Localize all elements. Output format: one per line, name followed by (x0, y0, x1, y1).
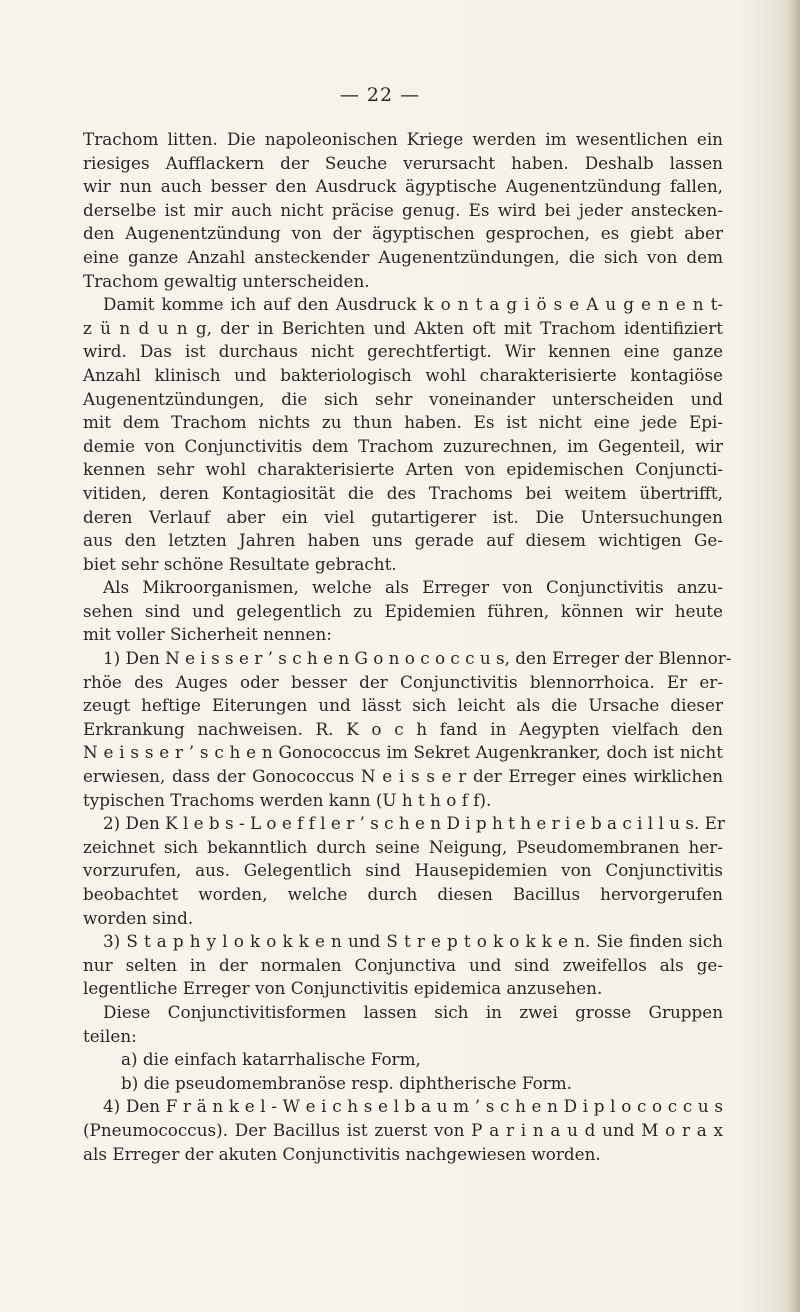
text-line: riesiges Aufflackern der Seuche verursacht haben. Deshalb lassen (83, 152, 723, 173)
text-line: 4) Den F r ä n k e l - W e i c h s e l b a u m ’ s c h e n D i p l o c o c c u s (103, 1096, 723, 1117)
text-line: N e i s s e r ’ s c h e n Gonococcus im Sekret Augenkranker, doch ist nicht (83, 742, 723, 763)
text-line: biet sehr schöne Resultate gebracht. (83, 553, 397, 574)
text-line: wird. Das ist durchaus nicht gerechtfertigt. Wir kennen eine ganze (83, 341, 723, 362)
text-line: mit dem Trachom nichts zu thun haben. Es ist nicht eine jede Epi- (83, 412, 723, 433)
text-line: teilen: (83, 1025, 137, 1046)
text-line: demie von Conjunctivitis dem Trachom zuzurechnen, im Gegenteil, wir (83, 435, 723, 456)
text-line: Erkrankung nachweisen. R. K o c h fand in Aegypten vielfach den (83, 718, 723, 739)
text-line: Damit komme ich auf den Ausdruck k o n t a g i ö s e A u g e n e n t- (103, 294, 723, 315)
text-line: aus den letzten Jahren haben uns gerade auf diesem wichtigen Ge- (83, 530, 723, 551)
text-line: wir nun auch besser den Ausdruck ägyptische Augenentzündung fallen, (83, 176, 723, 197)
text-line: vorzurufen, aus. Gelegentlich sind Hausepidemien von Conjunctivitis (83, 860, 723, 881)
text-line: legentliche Erreger von Conjunctivitis epidemica anzusehen. (83, 978, 603, 999)
text-line: z ü n d u n g, der in Berichten und Akten oft mit Trachom identifiziert (83, 317, 723, 338)
text-line: mit voller Sicherheit nennen: (83, 624, 332, 645)
text-line: typischen Trachoms werden kann (U h t h o f f). (83, 789, 492, 810)
text-line: zeugt heftige Eiterungen und lässt sich leicht als die Ursache dieser (83, 695, 723, 716)
text-line: Augenentzündungen, die sich sehr voneinander unterscheiden und (83, 388, 723, 409)
text-line: Diese Conjunctivitisformen lassen sich in zwei grosse Gruppen (103, 1001, 723, 1022)
text-line: als Erreger der akuten Conjunctivitis nachgewiesen worden. (83, 1143, 601, 1164)
text-line: rhöe des Auges oder besser der Conjunctivitis blennorrhoica. Er er- (83, 671, 723, 692)
text-line: Trachom gewaltig unterscheiden. (83, 270, 370, 291)
text-line: Trachom litten. Die napoleonischen Kriege werden im wesentlichen ein (83, 129, 723, 149)
text-line: b) die pseudomembranöse resp. diphtherische Form. (121, 1072, 572, 1093)
text-line: den Augenentzündung von der ägyptischen gesprochen, es giebt aber (83, 223, 723, 244)
text-line: sehen sind und gelegentlich zu Epidemien führen, können wir heute (83, 600, 723, 621)
text-line: 2) Den K l e b s - L o e f f l e r ’ s c h e n D i p h t h e r i e b a c i l l u s. Er (103, 813, 725, 834)
text-line: derselbe ist mir auch nicht präcise genug. Es wird bei jeder anstecken- (83, 199, 723, 220)
text-line: eine ganze Anzahl ansteckender Augenentzündungen, die sich von dem (83, 246, 723, 267)
page-number: — 22 — (339, 84, 421, 106)
text-line: zeichnet sich bekanntlich durch seine Neigung, Pseudomembranen her- (83, 836, 723, 857)
text-line: kennen sehr wohl charakterisierte Arten von epidemischen Conjuncti- (83, 459, 723, 480)
text-line: erwiesen, dass der Gonococcus N e i s s e r der Erreger eines wirklichen (83, 766, 723, 787)
text-line: 1) Den N e i s s e r ’ s c h e n G o n o c o c c u s, den Erreger der Blennor- (103, 648, 732, 669)
text-line: a) die einfach katarrhalische Form, (121, 1049, 421, 1070)
body-text (83, 128, 732, 1166)
text-line: vitiden, deren Kontagiosität die des Trachoms bei weitem übertrifft, (83, 482, 723, 503)
text-line: Anzahl klinisch und bakteriologisch wohl charakterisierte kontagiöse (83, 364, 723, 385)
text-line: (Pneumococcus). Der Bacillus ist zuerst von P a r i n a u d und M o r a x (83, 1119, 723, 1140)
text-line: nur selten in der normalen Conjunctiva und sind zweifellos als ge- (83, 954, 723, 975)
page-edge (786, 0, 800, 1312)
text-line: Als Mikroorganismen, welche als Erreger von Conjunctivitis anzu- (103, 577, 723, 598)
text-line: deren Verlauf aber ein viel gutartigerer ist. Die Untersuchungen (83, 506, 723, 527)
text-line: worden sind. (83, 907, 194, 928)
text-line: 3) S t a p h y l o k o k k e n und S t r e p t o k o k k e n. Sie finden sich (103, 931, 723, 952)
text-line: beobachtet worden, welche durch diesen Bacillus hervorgerufen (83, 884, 723, 904)
